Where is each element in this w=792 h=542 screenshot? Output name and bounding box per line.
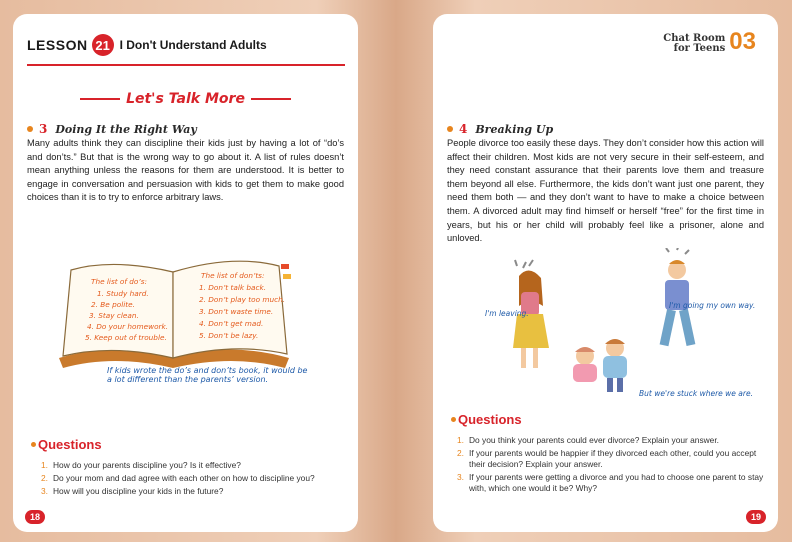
question-text: Do you think your parents could ever divorce? Explain your answer. <box>469 435 719 445</box>
page-number: 19 <box>746 510 766 524</box>
father-figure-icon <box>660 248 696 346</box>
question-number: 2. <box>457 448 464 458</box>
speech-mom: I'm leaving. <box>485 309 529 318</box>
page-number: 18 <box>25 510 45 524</box>
banner-dash-right <box>251 98 291 100</box>
section-title: Breaking Up <box>475 122 554 136</box>
questions-list <box>41 460 346 499</box>
question-text: How will you discipline your kids in the future? <box>53 486 224 496</box>
bullet-dot <box>31 442 36 447</box>
bookmark-icon <box>281 264 289 269</box>
logo-line: Chat Room <box>663 33 726 44</box>
question-number: 1. <box>457 435 464 445</box>
illustration-caption <box>107 366 307 384</box>
section-number: 4 <box>459 122 468 136</box>
question-item <box>41 486 346 497</box>
question-text: If your parents were getting a divorce and you had to choose one parent to stay with, which one would it be? Why? <box>469 472 764 493</box>
series-logo <box>663 30 756 54</box>
dos-title: The list of do’s: <box>91 277 147 286</box>
questions-heading <box>31 437 102 452</box>
banner-dash-left <box>80 98 120 100</box>
question-item <box>41 460 346 471</box>
book-illustration <box>53 246 293 376</box>
question-number: 3. <box>457 472 464 482</box>
bullet-dot <box>451 417 456 422</box>
question-item <box>457 448 765 470</box>
lesson-header <box>27 34 267 56</box>
question-number: 2. <box>41 473 48 483</box>
lesson-title: I Don't Understand Adults <box>119 38 267 52</box>
questions-heading <box>451 412 522 427</box>
section-heading <box>27 122 197 136</box>
question-item <box>457 472 765 494</box>
header-rule <box>27 64 345 66</box>
children-figures-icon <box>573 339 627 392</box>
questions-list <box>457 435 765 496</box>
bookmark-icon <box>283 274 291 279</box>
logo-line: for Teens <box>673 43 726 54</box>
logo-text <box>663 34 725 54</box>
donts-item: 5. Don’t be lazy. <box>199 331 259 340</box>
question-item <box>457 435 765 446</box>
dos-item: 3. Stay clean. <box>89 311 139 320</box>
logo-number: 03 <box>729 28 756 55</box>
donts-item: 3. Don’t waste time. <box>199 307 274 316</box>
right-page <box>433 14 778 532</box>
donts-item: 1. Don’t talk back. <box>199 283 267 292</box>
section-title: Doing It the Right Way <box>55 122 197 136</box>
section-banner <box>13 91 358 107</box>
body-paragraph: People divorce too easily these days. They don’t consider how this action will affect their children. Most kids are not very secure in their self-esteem, and they need constant assurance that their parents love them and treasure them beyond all else. Furthermore, the kids don’t want just one parent, they need them both — and they don’t want to have to make a choice between them. A divorced adult may find himself or herself “free” for the first time in years, but his or her child will probably feel like a prisoner, alone and unloved. <box>447 138 764 244</box>
dos-item: 4. Do your homework. <box>87 322 169 331</box>
question-number: 1. <box>41 460 48 470</box>
section-heading <box>447 122 553 136</box>
left-page <box>13 14 358 532</box>
speech-kids: But we're stuck where we are. <box>639 389 753 398</box>
lesson-number-badge: 21 <box>92 34 114 56</box>
question-number: 3. <box>41 486 48 496</box>
bullet-dot <box>27 126 33 132</box>
dos-item: 5. Keep out of trouble. <box>85 333 167 342</box>
caption-line: If kids wrote the do’s and don’ts book, it would be <box>107 366 308 375</box>
lesson-label: LESSON <box>27 37 88 53</box>
dos-item: 1. Study hard. <box>97 289 149 298</box>
question-item <box>41 473 346 484</box>
bullet-dot <box>447 126 453 132</box>
donts-item: 2. Don’t play too much. <box>199 295 286 304</box>
donts-title: The list of don’ts: <box>201 271 265 280</box>
caption-line: a lot different than the parents’ version. <box>107 375 269 384</box>
speech-dad: I'm going my own way. <box>669 301 756 310</box>
body-paragraph: Many adults think they can discipline their kids just by having a lot of “do’s and don’ts.” But that is the wrong way to go about it. A list of rules doesn’t mean anything unless the reasons for them are understood. It is better to engage in conversation and persuasion with kids to get them to make good choices than it is to try to enforce arbitrary laws. <box>27 138 344 203</box>
question-text: Do your mom and dad agree with each other on how to discipline you? <box>53 473 315 483</box>
section-number: 3 <box>39 122 48 136</box>
family-illustration <box>473 248 763 398</box>
questions-heading-text: Questions <box>38 437 102 452</box>
question-text: How do your parents discipline you? Is it effective? <box>53 460 241 470</box>
questions-heading-text: Questions <box>458 412 522 427</box>
section-banner-text: Let's Talk More <box>126 91 245 107</box>
dos-item: 2. Be polite. <box>91 300 135 309</box>
question-text: If your parents would be happier if they divorced each other, could you accept their decision? Explain your answer. <box>469 448 757 469</box>
donts-item: 4. Don’t get mad. <box>199 319 264 328</box>
